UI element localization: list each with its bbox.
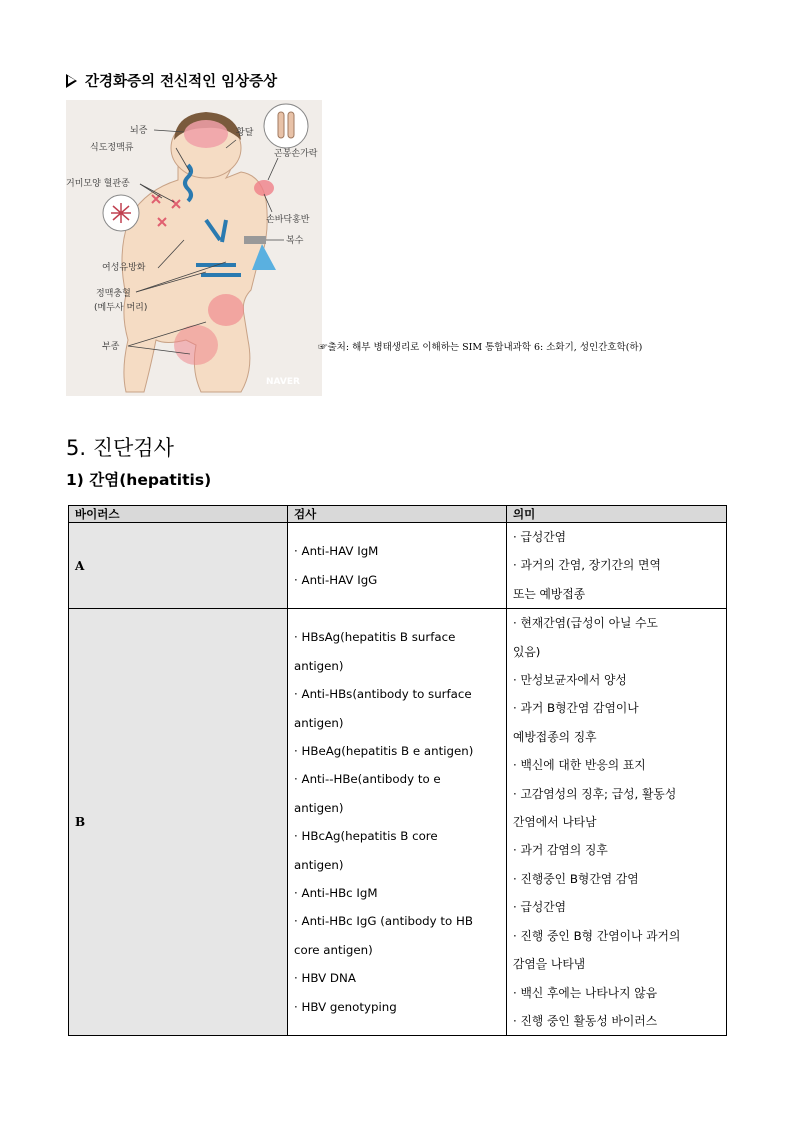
test-line: antigen)	[294, 857, 344, 872]
header-virus: 바이러스	[69, 506, 288, 523]
label-clubbing: 곤봉손가락	[274, 149, 318, 159]
label-caput-2: (메두사 머리)	[94, 303, 148, 313]
table-row-b	[69, 609, 727, 1036]
watermark-naver: NAVER	[266, 377, 300, 387]
test-line: core antigen)	[294, 942, 373, 957]
label-ascites: 복수	[286, 236, 304, 246]
meaning-line: · 과거의 간염, 장기간의 면역	[513, 558, 661, 573]
label-spider: 거미모양 혈관종	[66, 179, 130, 189]
meaning-line: 간염에서 나타남	[513, 815, 597, 830]
test-line: · Anti-HAV IgM	[294, 544, 379, 559]
heading-hepatitis: 1) 간염(hepatitis)	[66, 471, 212, 489]
virus-cell: B	[69, 609, 288, 1036]
heading-diagnostic-tests: 5. 진단검사	[66, 436, 174, 460]
label-caput-1: 정맥충혈	[96, 289, 131, 299]
meaning-line: 있음)	[513, 644, 541, 659]
meaning-line: · 진행중인 B형간염 감염	[513, 871, 639, 886]
tests-cell	[288, 609, 507, 1036]
test-line: · Anti-HAV IgG	[294, 572, 378, 587]
test-line: antigen)	[294, 658, 344, 673]
section-title-text: 간경화증의 전신적인 임상증상	[85, 74, 278, 90]
label-jaundice: 황달	[236, 128, 254, 138]
table-header-row	[69, 506, 727, 523]
label-edema: 부종	[102, 342, 120, 352]
test-line: · Anti-HBc IgM	[294, 886, 378, 901]
label-palmar: 손바닥홍반	[266, 215, 310, 225]
tests-cell	[288, 523, 507, 609]
meaning-line: · 현재간염(급성이 아닐 수도	[513, 616, 658, 631]
test-line: antigen)	[294, 800, 344, 815]
meaning-line: · 급성간염	[513, 530, 567, 544]
virus-cell: A	[69, 523, 288, 609]
label-gyneco: 여성유방화	[102, 263, 146, 273]
header-meaning: 의미	[507, 506, 727, 523]
meanings-cell	[507, 609, 727, 1036]
meaning-line: · 과거 감염의 징후	[513, 843, 608, 858]
meaning-line: · 과거 B형간염 감염이나	[513, 701, 639, 716]
meaning-line: · 고감염성의 징후; 급성, 활동성	[513, 786, 677, 801]
test-line: · Anti--HBe(antibody to e	[294, 772, 441, 787]
triangle-bullet-icon	[66, 74, 77, 88]
meaning-line: · 진행 중인 B형 간염이나 과거의	[513, 928, 681, 943]
meaning-line: · 백신 후에는 나타나지 않음	[513, 985, 658, 1000]
hepatitis-diagnostic-table	[68, 505, 727, 1036]
meaning-line: · 백신에 대한 반응의 표지	[513, 758, 646, 773]
label-brain: 뇌증	[130, 126, 148, 136]
meaning-line: 감염을 나타냄	[513, 957, 586, 972]
header-test: 검사	[288, 506, 507, 523]
meanings-cell	[507, 523, 727, 609]
cirrhosis-symptoms-illustration	[66, 100, 322, 396]
test-line: · Anti-HBs(antibody to surface	[294, 687, 472, 702]
meaning-line: · 급성간염	[513, 900, 567, 915]
test-line: · Anti-HBc IgG (antibody to HB	[294, 914, 473, 929]
test-line: · HBV genotyping	[294, 999, 397, 1014]
test-line: · HBeAg(hepatitis B e antigen)	[294, 744, 474, 759]
meaning-line: · 진행 중인 활동성 바이러스	[513, 1013, 658, 1028]
meaning-line: 또는 예방접종	[513, 586, 586, 601]
label-varices: 식도정맥류	[90, 143, 134, 153]
meaning-line: · 만성보균자에서 양성	[513, 673, 627, 688]
test-line: · HBV DNA	[294, 971, 356, 986]
table-row-a	[69, 523, 727, 609]
section-title	[66, 70, 277, 91]
figure-source: ☞출처: 해부 병태생리로 이해하는 SIM 통합내과학 6: 소화기, 성인간호학(하)	[318, 342, 643, 353]
meaning-line: 예방접종의 징후	[513, 729, 597, 744]
test-line: · HBsAg(hepatitis B surface	[294, 630, 456, 645]
test-line: · HBcAg(hepatitis B core	[294, 829, 438, 844]
test-line: antigen)	[294, 715, 344, 730]
